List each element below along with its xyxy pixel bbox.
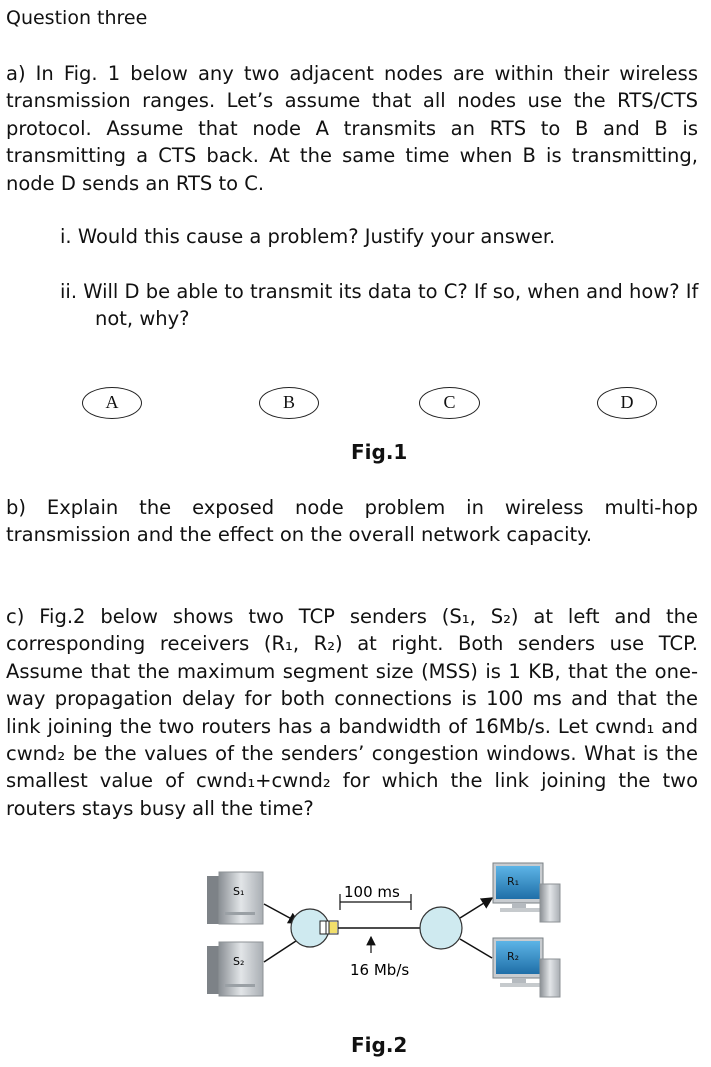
fig2-caption: Fig.2	[351, 1033, 408, 1057]
sender-2-server	[207, 942, 263, 996]
question-i: i. Would this cause a problem? Justify your answer.	[60, 225, 556, 248]
part-b-text: b) Explain the exposed node problem in wireless multi-hop transmission and the effect on the overall network capacity.	[6, 496, 698, 547]
part-a-text: a) In Fig. 1 below any two adjacent nodes are within their wireless transmission ranges. Let’s assume that all nodes use the RTS/CTS protocol. Assume that node A transmits an RTS to B and B is transmitting a CTS back. At the same time when B is transmitting, node D sends an RTS to C.	[6, 62, 698, 195]
receiver-1-computer	[493, 863, 560, 922]
question-ii: ii. Will D be able to transmit its data to C? If so, when and how? If not, why?	[60, 280, 699, 331]
receiver-2-computer	[493, 938, 560, 997]
sender-2-label: S₂	[233, 955, 245, 968]
question-heading: Question three	[6, 7, 148, 29]
link-s2-router	[264, 939, 299, 962]
delay-label: 100 ms	[344, 883, 400, 901]
fig1-caption: Fig.1	[351, 440, 408, 464]
figure-2	[0, 840, 711, 1015]
part-c-text: c) Fig.2 below shows two TCP senders (S₁, S₂) at left and the corresponding receivers (R₁, R₂) at right. Both senders use TCP. Assume that the maximum segment size (MSS) is 1 KB, that the one-way propagation delay for both connections is 100 ms and that the link joining the two routers has a bandwidth of 16Mb/s. Let cwnd₁ and cwnd₂ be the values of the senders’ congestion windows. What is the smallest value of cwnd₁+cwnd₂ for which the link joining the two routers stays busy all the time?	[6, 605, 698, 820]
router-2	[420, 907, 462, 949]
node-a: A	[82, 387, 142, 419]
link-router-r1	[460, 898, 492, 918]
node-d: D	[597, 387, 657, 419]
link-router-r2	[460, 939, 492, 958]
receiver-1-label: R₁	[507, 875, 520, 888]
sender-1-server	[207, 872, 263, 924]
queue-buffer-icon	[320, 921, 338, 934]
bandwidth-label: 16 Mb/s	[350, 961, 410, 979]
sender-1-label: S₁	[233, 885, 245, 898]
node-b: B	[259, 387, 319, 419]
node-c: C	[419, 387, 480, 419]
receiver-2-label: R₂	[507, 950, 520, 963]
